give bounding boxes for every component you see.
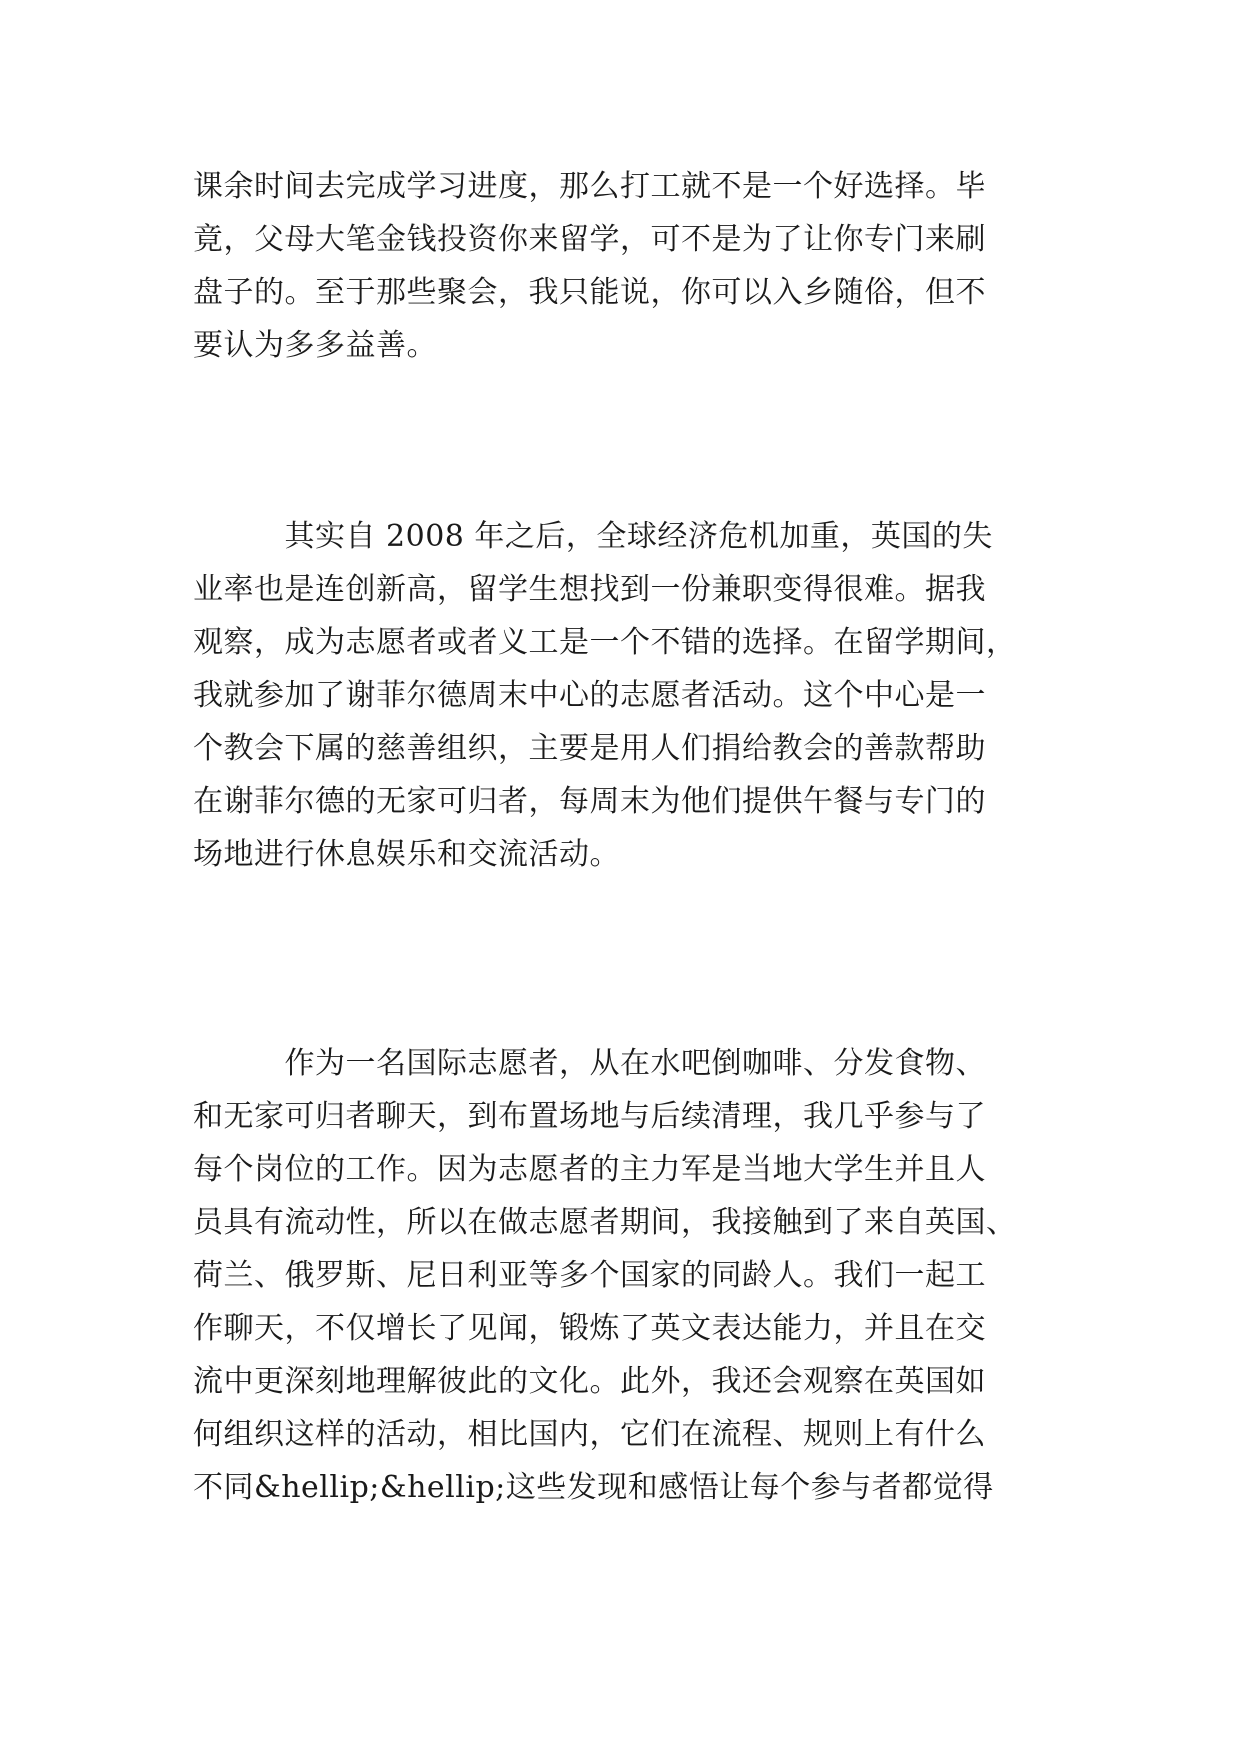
text-line: 课余时间去完成学习进度，那么打工就不是一个好选择。毕 [193, 169, 986, 204]
text-line: 每个岗位的工作。因为志愿者的主力军是当地大学生并且人 [193, 1152, 986, 1187]
text-line: 个教会下属的慈善组织，主要是用人们捐给教会的善款帮助 [193, 731, 986, 766]
text-line: 在谢菲尔德的无家可归者，每周末为他们提供午餐与专门的 [193, 784, 986, 819]
text-line: 竟，父母大笔金钱投资你来留学，可不是为了让你专门来刷 [193, 222, 986, 257]
text-line: 业率也是连创新高，留学生想找到一份兼职变得很难。据我 [193, 572, 986, 607]
text-line: 作为一名国际志愿者，从在水吧倒咖啡、分发食物、 [193, 1046, 986, 1081]
text-line: 场地进行休息娱乐和交流活动。 [193, 837, 620, 872]
text-line: 不同&hellip;&hellip;这些发现和感悟让每个参与者都觉得 [193, 1470, 994, 1505]
text-line: 何组织这样的活动，相比国内，它们在流程、规则上有什么 [193, 1417, 986, 1452]
paragraph-3 [193, 1037, 1073, 1514]
text-line: 其实自 2008 年之后，全球经济危机加重，英国的失 [193, 519, 993, 554]
text-line: 我就参加了谢菲尔德周末中心的志愿者活动。这个中心是一 [193, 678, 986, 713]
text-line: 要认为多多益善。 [193, 328, 437, 363]
text-line: 员具有流动性，所以在做志愿者期间，我接触到了来自英国、 [193, 1205, 1017, 1240]
text-line: 和无家可归者聊天，到布置场地与后续清理，我几乎参与了 [193, 1099, 986, 1134]
text-line: 流中更深刻地理解彼此的文化。此外，我还会观察在英国如 [193, 1364, 986, 1399]
paragraph-2 [193, 510, 1073, 881]
text-line: 盘子的。至于那些聚会，我只能说，你可以入乡随俗，但不 [193, 275, 986, 310]
text-line: 观察，成为志愿者或者义工是一个不错的选择。在留学期间， [193, 625, 1017, 660]
paragraph-1 [193, 160, 1073, 372]
text-line: 荷兰、俄罗斯、尼日利亚等多个国家的同龄人。我们一起工 [193, 1258, 986, 1293]
text-line: 作聊天，不仅增长了见闻，锻炼了英文表达能力，并且在交 [193, 1311, 986, 1346]
